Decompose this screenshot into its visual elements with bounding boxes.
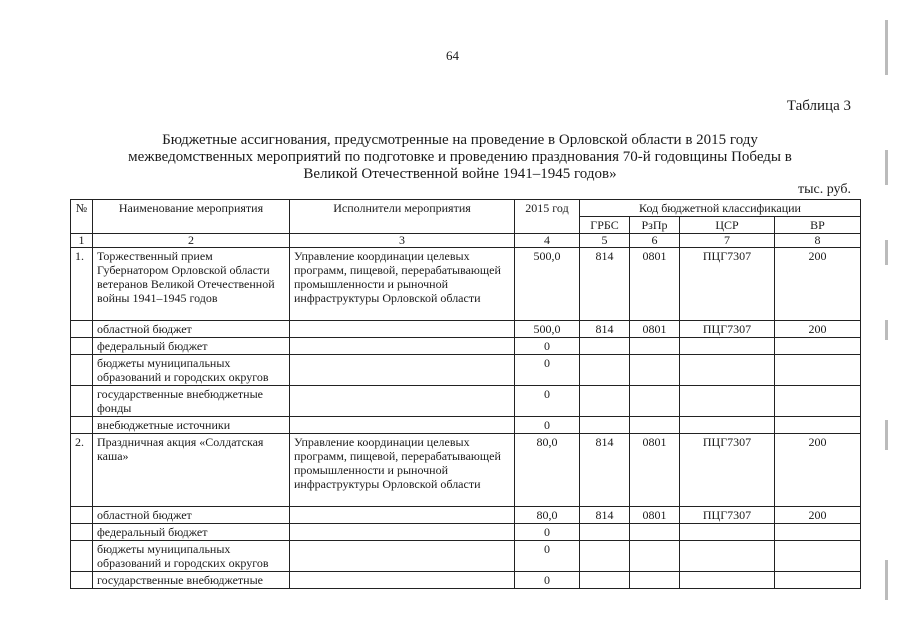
column-number: 1 [71, 234, 93, 248]
rzpr-code [630, 355, 680, 386]
vr-code: 200 [775, 507, 861, 524]
vr-code [775, 417, 861, 434]
grbs-code: 814 [580, 248, 630, 321]
row-number [71, 524, 93, 541]
grbs-code [580, 386, 630, 417]
executor [290, 524, 515, 541]
activity-name: государственные внебюджетные [93, 572, 290, 589]
executor [290, 572, 515, 589]
rzpr-code [630, 541, 680, 572]
amount-2015: 0 [515, 355, 580, 386]
table-row [71, 417, 861, 434]
grbs-code [580, 572, 630, 589]
header-executors: Исполнители мероприятия [290, 200, 515, 234]
activity-name: внебюджетные источники [93, 417, 290, 434]
executor: Управление координации целевых программ, пищевой, перерабатывающей промышленности и рыночной инфраструктуры Орловской области [290, 248, 515, 321]
activity-name: Торжественный прием Губернатором Орловской области ветеранов Великой Отечественной войны 1941–1945 годов [93, 248, 290, 321]
rzpr-code [630, 572, 680, 589]
executor [290, 355, 515, 386]
amount-2015: 0 [515, 541, 580, 572]
column-number-row [71, 234, 861, 248]
activity-name: бюджеты муниципальных образований и городских округов [93, 355, 290, 386]
activity-name: областной бюджет [93, 321, 290, 338]
vr-code [775, 355, 861, 386]
row-number [71, 572, 93, 589]
units-label: тыс. руб. [798, 182, 851, 197]
table-row [71, 507, 861, 524]
table-row [71, 321, 861, 338]
vr-code: 200 [775, 321, 861, 338]
rzpr-code [630, 386, 680, 417]
row-number [71, 417, 93, 434]
rzpr-code: 0801 [630, 434, 680, 507]
grbs-code: 814 [580, 434, 630, 507]
csr-code [680, 386, 775, 417]
column-number: 4 [515, 234, 580, 248]
rzpr-code [630, 417, 680, 434]
amount-2015: 500,0 [515, 321, 580, 338]
activity-name: Праздничная акция «Солдатская каша» [93, 434, 290, 507]
header-vr: ВР [775, 217, 861, 234]
column-number: 5 [580, 234, 630, 248]
row-number: 2. [71, 434, 93, 507]
activity-name: областной бюджет [93, 507, 290, 524]
activity-name: государственные внебюджетные фонды [93, 386, 290, 417]
table-row [71, 541, 861, 572]
row-number [71, 541, 93, 572]
csr-code [680, 541, 775, 572]
vr-code [775, 524, 861, 541]
executor [290, 386, 515, 417]
header-csr: ЦСР [680, 217, 775, 234]
row-number [71, 338, 93, 355]
table-row [71, 524, 861, 541]
grbs-code [580, 541, 630, 572]
row-number [71, 321, 93, 338]
header-year: 2015 год [515, 200, 580, 234]
row-number: 1. [71, 248, 93, 321]
table-row [71, 248, 861, 321]
row-number [71, 386, 93, 417]
header-grbs: ГРБС [580, 217, 630, 234]
csr-code: ПЦГ7307 [680, 434, 775, 507]
row-number [71, 355, 93, 386]
grbs-code [580, 355, 630, 386]
activity-name: бюджеты муниципальных образований и городских округов [93, 541, 290, 572]
vr-code [775, 338, 861, 355]
amount-2015: 0 [515, 572, 580, 589]
table-row [71, 386, 861, 417]
amount-2015: 80,0 [515, 434, 580, 507]
vr-code [775, 541, 861, 572]
table-row [71, 434, 861, 507]
executor [290, 541, 515, 572]
activity-name: федеральный бюджет [93, 524, 290, 541]
rzpr-code [630, 524, 680, 541]
table-title: Бюджетные ассигнования, предусмотренные на проведение в Орловской области в 2015 году межведомственных мероприятий по подготовке и проведению празднования 70-й годовщины Победы в Великой Отечественной войне 1941–1945 годов» [128, 132, 792, 182]
column-number: 6 [630, 234, 680, 248]
csr-code: ПЦГ7307 [680, 321, 775, 338]
table-row [71, 572, 861, 589]
amount-2015: 0 [515, 524, 580, 541]
table-row [71, 355, 861, 386]
executor: Управление координации целевых программ, пищевой, перерабатывающей промышленности и рыночной инфраструктуры Орловской области [290, 434, 515, 507]
executor [290, 417, 515, 434]
grbs-code [580, 338, 630, 355]
csr-code [680, 338, 775, 355]
column-number: 7 [680, 234, 775, 248]
rzpr-code [630, 338, 680, 355]
vr-code [775, 572, 861, 589]
header-no: № [71, 200, 93, 234]
grbs-code: 814 [580, 507, 630, 524]
executor [290, 507, 515, 524]
executor [290, 321, 515, 338]
rzpr-code: 0801 [630, 321, 680, 338]
amount-2015: 0 [515, 338, 580, 355]
header-name: Наименование мероприятия [93, 200, 290, 234]
row-number [71, 507, 93, 524]
csr-code: ПЦГ7307 [680, 507, 775, 524]
column-number: 3 [290, 234, 515, 248]
scan-edge-marks [871, 0, 905, 640]
amount-2015: 0 [515, 417, 580, 434]
csr-code [680, 524, 775, 541]
grbs-code: 814 [580, 321, 630, 338]
rzpr-code: 0801 [630, 248, 680, 321]
csr-code: ПЦГ7307 [680, 248, 775, 321]
amount-2015: 80,0 [515, 507, 580, 524]
appropriations-table [70, 199, 861, 589]
vr-code [775, 386, 861, 417]
executor [290, 338, 515, 355]
column-number: 8 [775, 234, 861, 248]
header-classification: Код бюджетной классификации [580, 200, 861, 217]
amount-2015: 0 [515, 386, 580, 417]
grbs-code [580, 417, 630, 434]
header-rzpr: РзПр [630, 217, 680, 234]
table-label: Таблица 3 [786, 98, 851, 114]
page-number: 64 [446, 48, 459, 63]
amount-2015: 500,0 [515, 248, 580, 321]
csr-code [680, 355, 775, 386]
csr-code [680, 572, 775, 589]
table-row [71, 338, 861, 355]
csr-code [680, 417, 775, 434]
vr-code: 200 [775, 248, 861, 321]
grbs-code [580, 524, 630, 541]
activity-name: федеральный бюджет [93, 338, 290, 355]
rzpr-code: 0801 [630, 507, 680, 524]
column-number: 2 [93, 234, 290, 248]
vr-code: 200 [775, 434, 861, 507]
